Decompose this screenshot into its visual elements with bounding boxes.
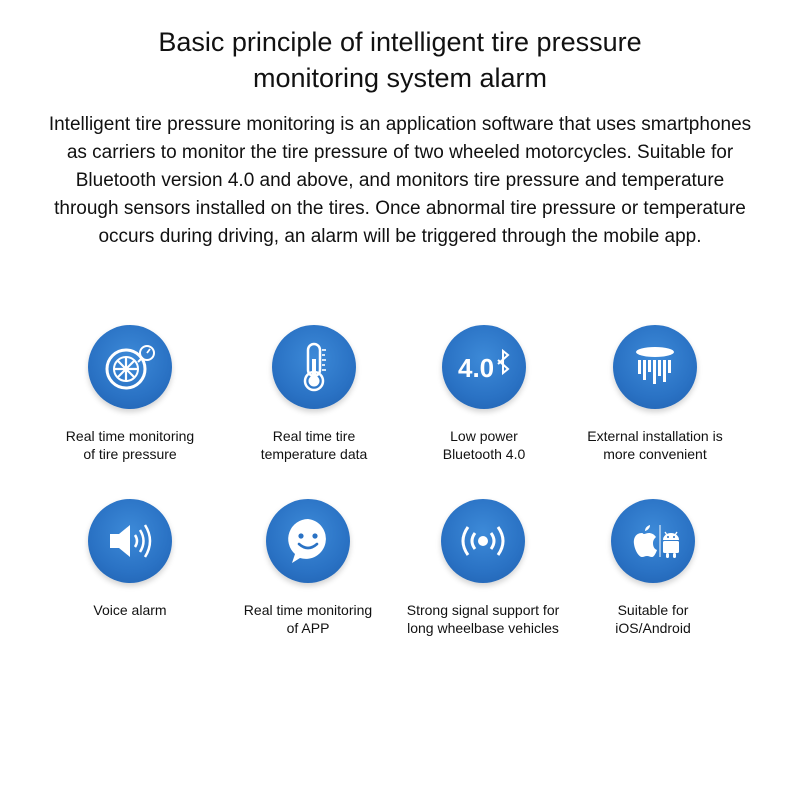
feature-label: Suitable for iOS/Android	[615, 602, 691, 636]
feature-external-installation	[560, 325, 750, 463]
intro-line: Intelligent tire pressure monitoring is an application software that uses smartphones	[48, 114, 752, 135]
intro-line: as carriers to monitor the tire pressure of two wheeled motorcycles. Suitable for	[66, 142, 734, 163]
feature-label: Real time tire temperature data	[260, 428, 368, 462]
sensor-cap-icon	[625, 337, 685, 397]
feature-icon-circle	[441, 499, 525, 583]
bluetooth-version-badge: 4.0	[458, 353, 495, 383]
signal-broadcast-icon	[453, 511, 513, 571]
feature-label: Real time monitoring of APP	[243, 602, 373, 636]
feature-icon-circle	[266, 499, 350, 583]
smiley-bubble-icon	[278, 511, 338, 571]
feature-label: Voice alarm	[93, 602, 167, 618]
intro-line: Bluetooth version 4.0 and above, and monitors tire pressure and temperature	[75, 170, 725, 191]
feature-voice-alarm	[35, 499, 225, 619]
feature-label: Real time monitoring of tire pressure	[65, 428, 195, 462]
feature-label: External installation is more convenient	[587, 428, 723, 462]
feature-tire-temperature	[219, 325, 409, 463]
tire-gauge-icon	[100, 337, 160, 397]
feature-strong-signal	[388, 499, 578, 637]
title-line-1: Basic principle of intelligent tire pressure	[158, 27, 642, 57]
feature-label: Low power Bluetooth 4.0	[442, 428, 526, 462]
intro-line: through sensors installed on the tires. Once abnormal tire pressure or temperature	[54, 198, 746, 219]
feature-bluetooth	[389, 325, 579, 463]
apple-android-icon	[623, 511, 683, 571]
thermometer-icon	[284, 337, 344, 397]
feature-icon-circle	[88, 499, 172, 583]
title-line-2: monitoring system alarm	[252, 63, 548, 93]
feature-icon-circle	[88, 325, 172, 409]
feature-app-monitoring	[213, 499, 403, 637]
feature-label: Strong signal support for long wheelbase vehicles	[406, 602, 560, 636]
feature-icon-circle	[611, 499, 695, 583]
intro-line: occurs during driving, an alarm will be triggered through the mobile app.	[98, 226, 702, 247]
feature-tire-pressure	[35, 325, 225, 463]
feature-icon-circle	[272, 325, 356, 409]
speaker-icon	[100, 511, 160, 571]
feature-icon-circle	[442, 325, 526, 409]
feature-ios-android	[558, 499, 748, 637]
bluetooth-icon	[454, 337, 514, 397]
feature-icon-circle	[613, 325, 697, 409]
